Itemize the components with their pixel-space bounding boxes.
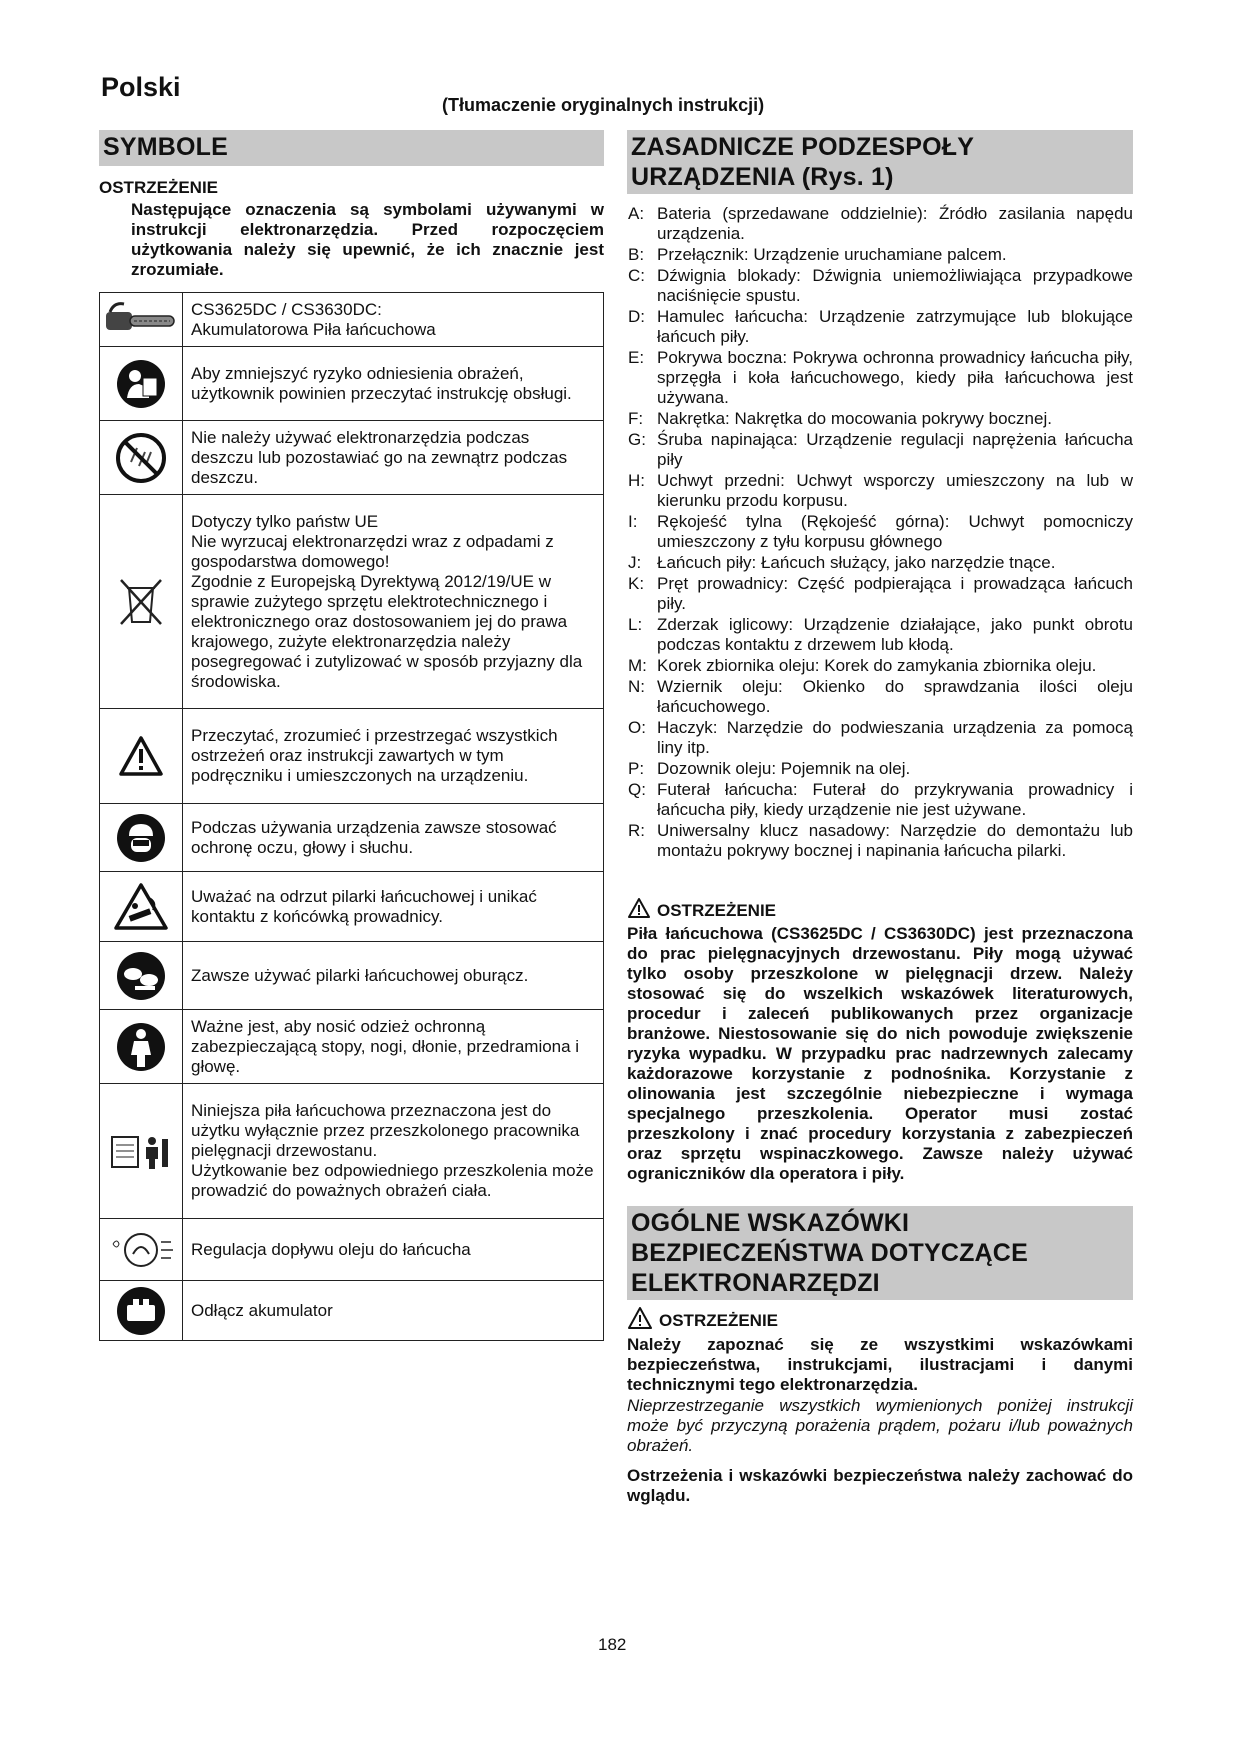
safety-heading-line: ELEKTRONARZĘDZI [631,1269,880,1297]
list-item-letter: H: [628,471,645,490]
list-item-letter: P: [628,759,645,778]
symbol-text: Niniejsza piła łańcuchowa przeznaczona jest do użytku wyłącznie przez przeszkolonego pracownika pielęgnacji drzewostanu. [191,1101,580,1160]
safety-keep-text: Ostrzeżenia i wskazówki bezpieczeństwa należy zachować do wglądu. [627,1466,1133,1505]
list-item [627,677,1133,717]
list-item [627,348,1133,408]
symbol-text: Podczas używania urządzenia zawsze stosować ochronę oczu, głowy i słuchu. [191,817,557,857]
symbol-text: Regulacja dopływu oleju do łańcucha [191,1239,471,1259]
safety-bold-text: Należy zapoznać się ze wszystkimi wskazówkami bezpieczeństwa, instrukcjami, ilustracjami i danymi technicznymi tego elektronarzędzia. [627,1335,1133,1394]
language-label: Polski [101,72,181,102]
symbol-text: Nie wyrzucaj elektronarzędzi wraz z odpadami z gospodarstwa domowego! [191,531,554,571]
list-item-letter: N: [628,677,645,696]
head-protection-icon [102,812,180,864]
symbols-warning-label: OSTRZEŻENIE [99,178,219,197]
list-item-letter: M: [628,656,647,675]
no-rain-icon [102,432,180,484]
read-manual-icon [102,358,180,410]
protective-clothing-icon [102,1021,180,1073]
list-item [627,821,1133,861]
list-item-letter: C: [628,266,645,285]
safety-italic-text: Nieprzestrzeganie wszystkich wymienionych poniżej instrukcji może być przyczyną porażenia prądem, pożaru i/lub poważnych obrażeń. [627,1396,1133,1455]
symbol-text: Uważać na odrzut pilarki łańcuchowej i unikać kontaktu z końcówką prowadnicy. [191,886,537,926]
symbol-text: Zawsze używać pilarki łańcuchowej oburącz. [191,965,529,985]
list-item-text: Korek zbiornika oleju: Korek do zamykania zbiornika oleju. [657,656,1097,675]
list-item-letter: G: [628,430,646,449]
list-item [627,780,1133,820]
symbol-text: Aby zmniejszyć ryzyko odniesienia obrażeń, użytkownik powinien przeczytać instrukcję obsługi. [191,363,572,403]
two-hands-icon [102,950,180,1002]
list-item [627,430,1133,470]
list-item-text: Śruba napinająca: Urządzenie regulacji naprężenia łańcucha piły [657,430,1133,469]
components-column [627,130,1133,1506]
symbol-row [100,495,604,709]
components-heading [627,130,1133,194]
list-item-letter: F: [628,409,644,428]
list-item-text: Rękojeść tylna (Rękojeść górna): Uchwyt pomocniczy umieszczony z tyłu korpusu głównego [657,512,1133,551]
symbol-row [100,1281,604,1341]
list-item-letter: D: [628,307,645,326]
symbol-row [100,872,604,942]
list-item-letter: E: [628,348,645,367]
list-item-text: Przełącznik: Urządzenie uruchamiane palcem. [657,245,1007,264]
symbol-row [100,804,604,872]
components-warning-label [627,897,1133,924]
symbol-text: Odłącz akumulator [191,1300,333,1320]
list-item-text: Hamulec łańcucha: Urządzenie zatrzymujące lub blokujące łańcuch piły. [657,307,1133,346]
list-item-letter: O: [628,718,646,737]
chainsaw-icon [102,298,180,342]
symbols-intro: Następujące oznaczenia są symbolami używanymi w instrukcji elektronarzędzia. Przed rozpoczęciem użytkowania należy się upewnić, że ich znacznie jest zrozumiałe. [131,200,604,279]
list-item [627,553,1133,573]
list-item-text: Uniwersalny klucz nasadowy: Narzędzie do demontażu lub montażu pokrywy bocznej i napinania łańcucha pilarki. [657,821,1133,860]
trained-operator-icon [102,1131,180,1171]
components-heading-line: URZĄDZENIA (Rys. 1) [631,163,894,191]
symbol-text: Ważne jest, aby nosić odzież ochronną zabezpieczającą stopy, nogi, dłonie, przedramiona i głowę. [191,1016,580,1076]
list-item [627,266,1133,306]
symbols-table [99,292,604,1341]
list-item [627,307,1133,347]
translation-subtitle: (Tłumaczenie oryginalnych instrukcji) [442,95,765,115]
list-item-letter: Q: [628,780,646,799]
list-item [627,615,1133,655]
list-item-letter: I: [628,512,638,531]
symbol-row [100,293,604,347]
symbol-text: Dotyczy tylko państw UE [191,511,379,531]
list-item-text: Zderzak iglicowy: Urządzenie działające, jako punkt obrotu podczas kontaktu z drzewem lub kłodą. [657,615,1133,654]
safety-heading [627,1206,1133,1300]
list-item-letter: A: [628,204,645,223]
list-item-letter: L: [628,615,643,634]
symbol-text: CS3625DC / CS3630DC: [191,299,382,319]
list-item-text: Pręt prowadnicy: Część podpierająca i prowadząca łańcuch piły. [657,574,1133,613]
symbol-row [100,347,604,421]
list-item [627,245,1133,265]
warning-label-text: OSTRZEŻENIE [657,900,777,920]
components-warning-text: Piła łańcuchowa (CS3625DC / CS3630DC) jest przeznaczona do prac pielęgnacyjnych drzewostanu. Piły mogą używać tylko osoby przeszkolone w pielęgnacji drzew. Należy stosować się do wszelkich wskazówek literaturowych, procedur i zaleceń publikowanych przez organizacje branżowe. Niestosowanie się do nich powoduje zwiększenie ryzyka wypadku. W przypadku prac nadrzewnych zalecamy każdorazowe korzystanie z podnośnika. Korzystanie z olinowania jest szczególnie niebezpieczne i wymaga specjalnego przeszkolenia. Operator musi zostać przeszkolony i znać procedury korzystania z zabezpieczeń oraz sprzętu wspinaczkowego. Zawsze należy używać ograniczników dla operatora i piły. [627,924,1133,1183]
symbol-row [100,1010,604,1084]
list-item [627,409,1133,429]
list-item-text: Łańcuch piły: Łańcuch służący, jako narzędzie tnące. [657,553,1056,572]
disconnect-battery-icon [102,1285,180,1337]
warning-triangle-icon [627,897,651,924]
list-item-text: Dozownik oleju: Pojemnik na olej. [657,759,911,778]
kickback-warning-icon [102,882,180,932]
symbol-row [100,1084,604,1219]
safety-warning-label [627,1306,1133,1335]
warning-triangle-icon [102,735,180,777]
symbols-column [99,130,604,1341]
warning-label-text: OSTRZEŻENIE [659,1310,779,1330]
list-item [627,718,1133,758]
list-item-text: Uchwyt przedni: Uchwyt wsporczy umieszczony na lub w kierunku przodu korpusu. [657,471,1133,510]
list-item-text: Dźwignia blokady: Dźwignia uniemożliwiająca przypadkowe naciśnięcie spustu. [657,266,1133,305]
list-item [627,471,1133,511]
list-item-letter: R: [628,821,645,840]
symbol-text: Nie należy używać elektronarzędzia podczas deszczu lub pozostawiać go na zewnątrz podczas deszczu. [191,427,568,487]
components-heading-line: ZASADNICZE PODZESPOŁY [631,133,975,161]
symbol-row [100,1219,604,1281]
components-list [627,204,1133,861]
symbol-row [100,942,604,1010]
weee-bin-icon [102,576,180,628]
symbol-text: Użytkowanie bez odpowiedniego przeszkolenia może prowadzić do poważnych obrażeń ciała. [191,1161,594,1200]
list-item [627,574,1133,614]
list-item-text: Bateria (sprzedawane oddzielnie): Źródło zasilania napędu urządzenia. [657,204,1133,243]
symbols-heading: SYMBOLE [99,130,604,166]
symbol-text: Akumulatorowa Piła łańcuchowa [191,319,436,339]
list-item-text: Futerał łańcucha: Futerał do przykrywania prowadnicy i łańcucha piły, kiedy urządzenie nie jest używane. [657,780,1133,819]
list-item-text: Pokrywa boczna: Pokrywa ochronna prowadnicy łańcucha piły, sprzęgła i koła łańcuchowego, kiedy piła łańcuchowa jest używana. [657,348,1133,407]
list-item [627,759,1133,779]
list-item [627,512,1133,552]
safety-heading-line: BEZPIECZEŃSTWA DOTYCZĄCE [631,1239,1028,1267]
symbol-text: Przeczytać, zrozumieć i przestrzegać wszystkich ostrzeżeń oraz instrukcji zawartych w tym podręczniku i umieszczonych na urządzeniu. [191,726,558,785]
symbol-row [100,421,604,495]
list-item-text: Wziernik oleju: Okienko do sprawdzania ilości oleju łańcuchowego. [657,677,1133,716]
safety-heading-line: OGÓLNE WSKAZÓWKI [631,1209,910,1237]
list-item-letter: K: [628,574,645,593]
symbol-text: Zgodnie z Europejską Dyrektywą 2012/19/UE w sprawie zużytego sprzętu elektrotechnicznego i elektronicznego oraz dostosowaniem jej do prawa krajowego, zużyte elektronarzędzia należy posegregować i zutylizować w sposób przyjazny dla środowiska. [191,571,583,691]
list-item-text: Haczyk: Narzędzie do podwieszania urządzenia za pomocą liny itp. [657,718,1133,757]
page-number: 182 [598,1635,627,1654]
oil-regulation-icon [102,1228,180,1272]
list-item [627,204,1133,244]
list-item-text: Nakrętka: Nakrętka do mocowania pokrywy bocznej. [657,409,1052,428]
list-item-letter: J: [628,553,642,572]
warning-triangle-icon [627,1306,653,1335]
list-item [627,656,1133,676]
list-item-letter: B: [628,245,645,264]
symbol-row [100,709,604,804]
